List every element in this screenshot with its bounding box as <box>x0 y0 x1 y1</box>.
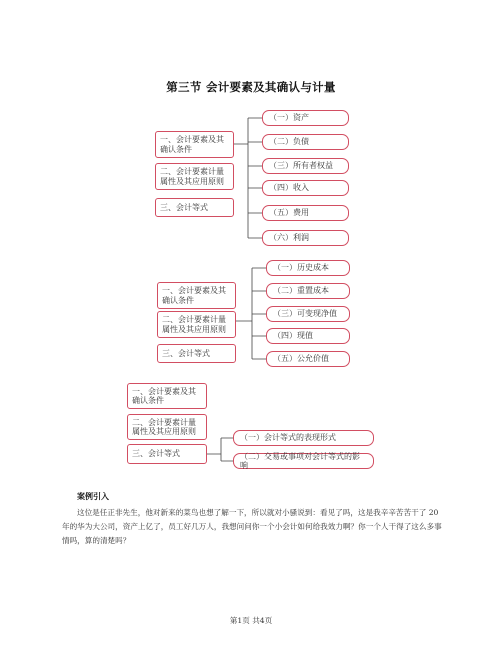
case-heading: 案例引入 <box>77 492 109 501</box>
d1-right-5: （五）费用 <box>262 205 349 221</box>
section-title: 第三节 会计要素及其确认与计量 <box>166 80 336 94</box>
d3-left-1: 一、会计要素及其确认条件 <box>127 383 207 409</box>
d3-left-2: 二、会计要素计量属性及其应用原则 <box>127 414 207 440</box>
d1-right-3: （三）所有者权益 <box>262 158 349 174</box>
d1-left-1: 一、会计要素及其确认条件 <box>155 131 234 158</box>
d2-right-4: （四）现值 <box>266 328 350 344</box>
d1-left-3: 三、会计等式 <box>155 198 234 217</box>
d1-right-2: （二）负债 <box>262 134 349 150</box>
d3-right-2: （二）交易或事项对会计等式的影响 <box>233 453 374 469</box>
d1-right-6: （六）利润 <box>262 230 349 246</box>
d2-right-5: （五）公允价值 <box>266 351 350 367</box>
d1-right-4: （四）收入 <box>262 180 349 196</box>
d1-right-1: （一）资产 <box>262 110 349 126</box>
d3-left-3: 三、会计等式 <box>127 444 207 464</box>
d1-left-2: 二、会计要素计量属性及其应用原则 <box>155 163 234 190</box>
d3-right-1: （一）会计等式的表现形式 <box>233 430 374 446</box>
d2-right-3: （三）可变现净值 <box>266 306 350 322</box>
page-footer: 第1页 共4页 <box>229 616 273 625</box>
d2-left-1: 一、会计要素及其确认条件 <box>157 282 236 309</box>
case-paragraph: 这位是任正非先生，他对新来的菜鸟也想了解一下，所以就对小骚说到：看见了吗，这是我辛辛苦苦干了 20年的华为大公司，资产上亿了，员工好几万人，我想问问你一个小会计如何给我效力啊？你一个人干得了这么多事情吗，算的清楚吗？ <box>62 508 442 545</box>
d2-right-2: （二）重置成本 <box>266 283 350 299</box>
d2-left-2: 二、会计要素计量属性及其应用原则 <box>157 311 236 338</box>
d2-left-3: 三、会计等式 <box>157 344 236 363</box>
d2-right-1: （一）历史成本 <box>266 260 350 276</box>
